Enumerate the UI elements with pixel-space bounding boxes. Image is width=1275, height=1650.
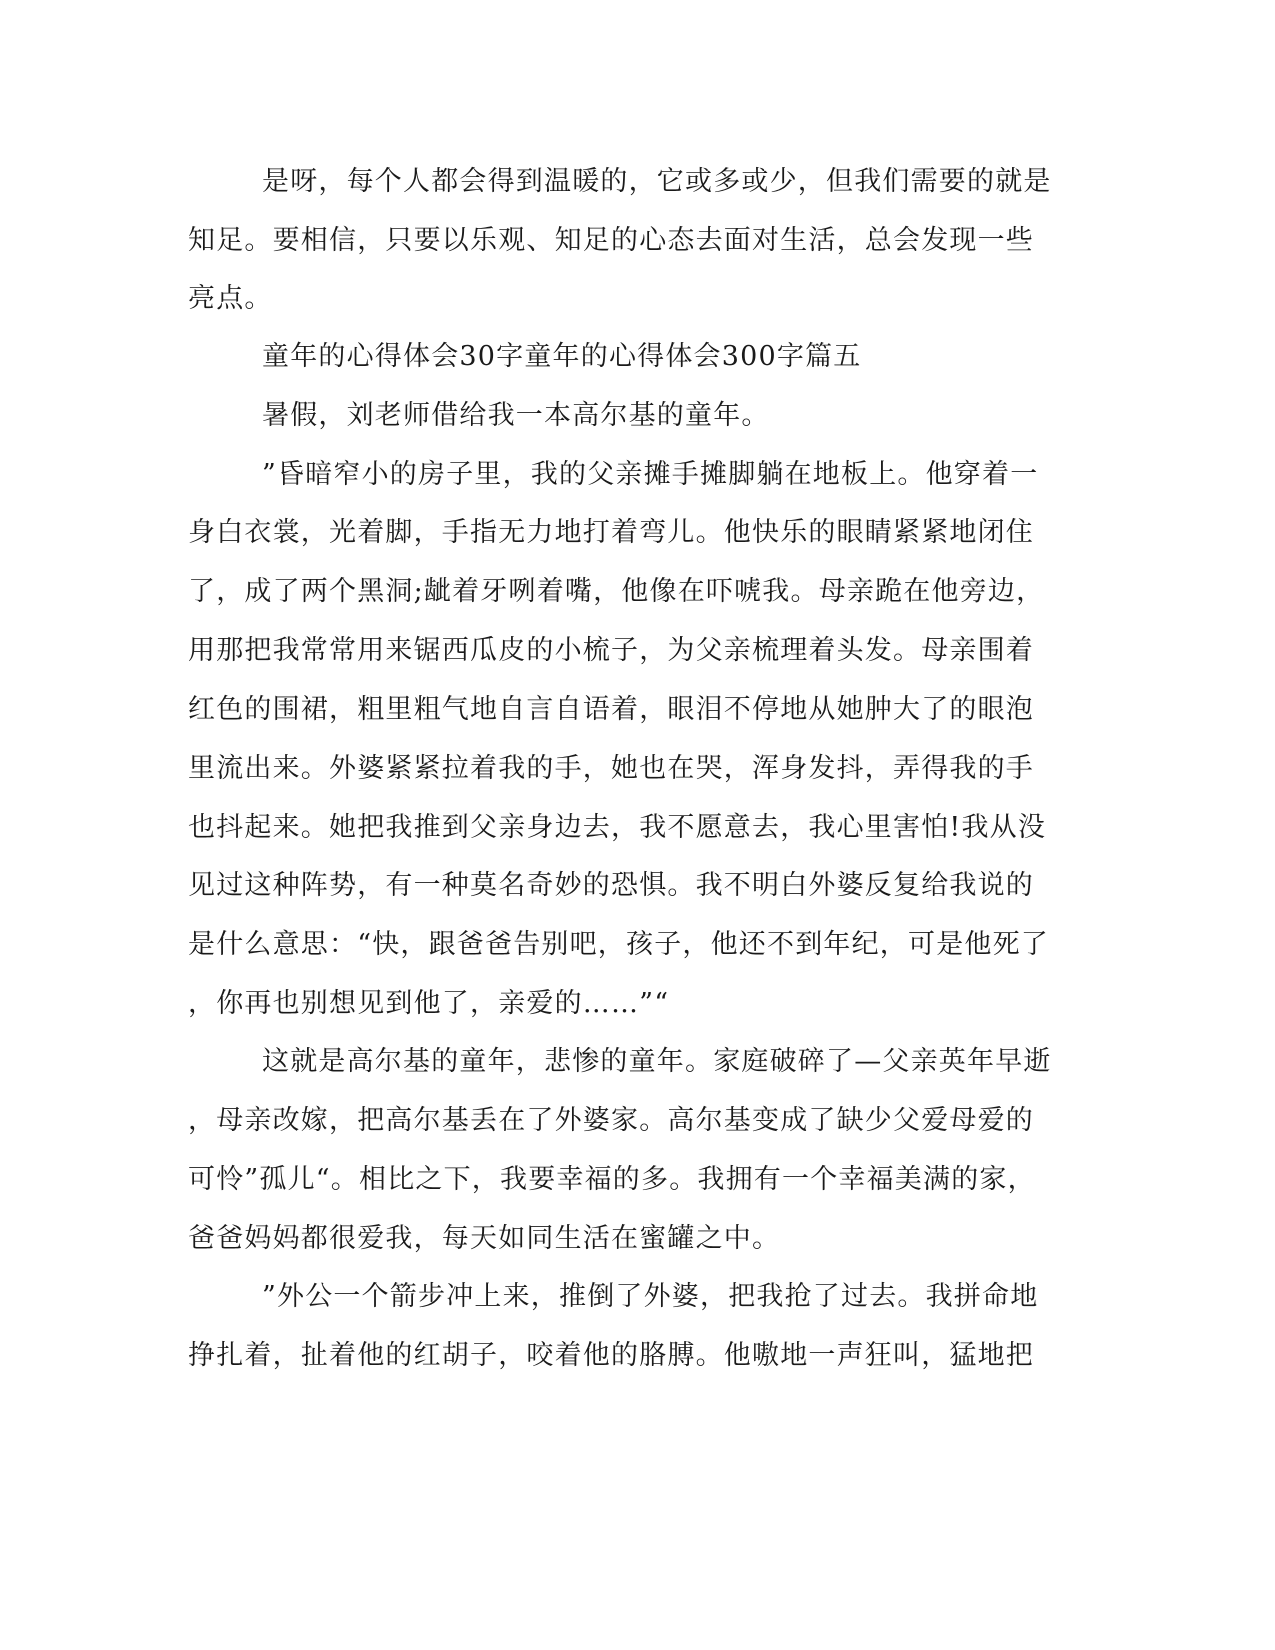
text-line: 是呀，每个人都会得到温暖的，它或多或少，但我们需要的就是 [262,166,1052,197]
text-line: 爸爸妈妈都很爱我，每天如同生活在蜜罐之中。 [188,1223,781,1254]
text-line: 是什么意思：“快，跟爸爸告别吧，孩子，他还不到年纪，可是他死了 [188,929,1050,960]
text-line: 暑假，刘老师借给我一本高尔基的童年。 [262,400,770,431]
text-line: 这就是高尔基的童年，悲惨的童年。家庭破碎了—父亲英年早逝 [262,1046,1052,1077]
text-line: 也抖起来。她把我推到父亲身边去，我不愿意去，我心里害怕!我从没 [188,812,1047,843]
text-line: 挣扎着，扯着他的红胡子，咬着他的胳膊。他嗷地一声狂叫，猛地把 [188,1340,1034,1371]
text-line: 身白衣裳，光着脚，手指无力地打着弯儿。他快乐的眼睛紧紧地闭住 [188,517,1034,548]
section-heading: 童年的心得体会30字童年的心得体会300字篇五 [262,341,862,372]
text-line: ，母亲改嫁，把高尔基丢在了外婆家。高尔基变成了缺少父爱母爱的 [188,1105,1034,1136]
text-line: ”外公一个箭步冲上来，推倒了外婆，把我抢了过去。我拼命地 [262,1281,1039,1312]
text-line: 知足。要相信，只要以乐观、知足的心态去面对生活，总会发现一些 [188,225,1034,256]
text-line: ”昏暗窄小的房子里，我的父亲摊手摊脚躺在地板上。他穿着一 [262,459,1039,490]
text-line: 亮点。 [188,283,273,314]
text-line: 可怜”孤儿“。相比之下，我要幸福的多。我拥有一个幸福美满的家， [188,1164,1036,1195]
text-line: 见过这种阵势，有一种莫名奇妙的恐惧。我不明白外婆反复给我说的 [188,870,1034,901]
text-line: 红色的围裙，粗里粗气地自言自语着，眼泪不停地从她肿大了的眼泡 [188,694,1034,725]
text-line: 里流出来。外婆紧紧拉着我的手，她也在哭，浑身发抖，弄得我的手 [188,753,1034,784]
text-line: ，你再也别想见到他了，亲爱的……”“ [188,988,670,1019]
text-line: 用那把我常常用来锯西瓜皮的小梳子，为父亲梳理着头发。母亲围着 [188,635,1034,666]
text-line: 了，成了两个黑洞;龇着牙咧着嘴，他像在吓唬我。母亲跪在他旁边， [188,576,1045,607]
